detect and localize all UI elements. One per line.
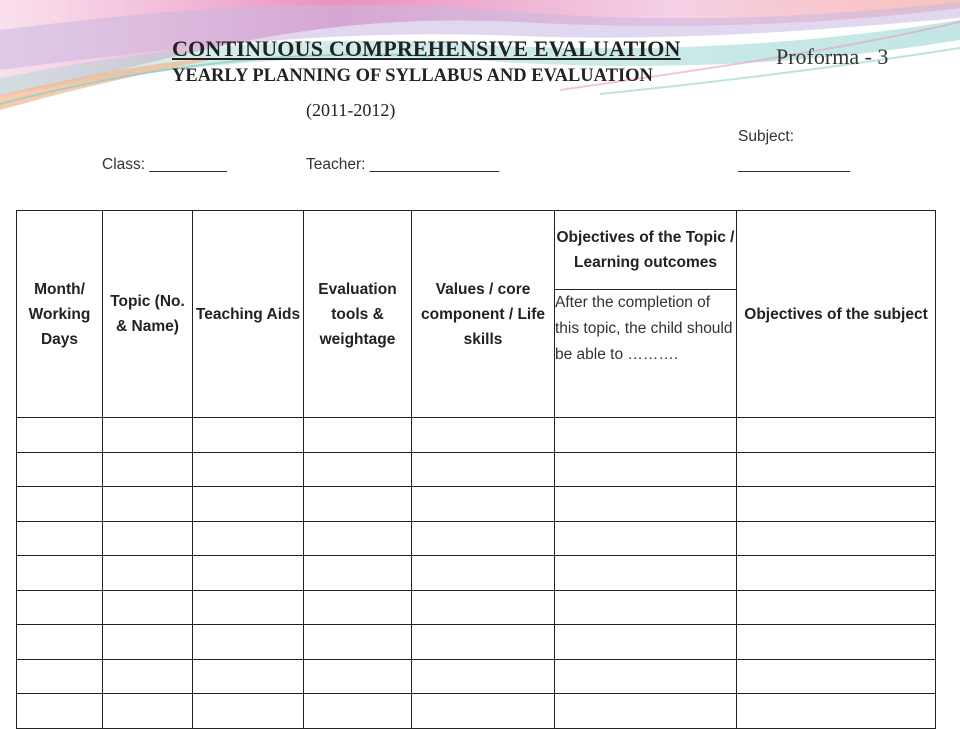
table-cell-objectives-subject [737, 590, 936, 625]
table-cell-aids [193, 625, 304, 660]
table-cell-aids [193, 590, 304, 625]
table-cell-values [412, 487, 555, 522]
table-cell-objectives-subject [737, 659, 936, 694]
table-cell-objectives-topic [555, 625, 737, 660]
table-row [17, 694, 936, 729]
table-cell-topic [103, 625, 193, 660]
table-row [17, 590, 936, 625]
table-cell-values [412, 452, 555, 487]
table-cell-topic [103, 521, 193, 556]
table-cell-aids [193, 521, 304, 556]
table-cell-month [17, 418, 103, 453]
table-body [17, 418, 936, 729]
table-cell-aids [193, 487, 304, 522]
table-cell-topic [103, 487, 193, 522]
subject-field: _____________ [738, 156, 851, 173]
table-row [17, 487, 936, 522]
table-cell-objectives-subject [737, 556, 936, 591]
table-cell-evaluation [304, 418, 412, 453]
table-cell-topic [103, 418, 193, 453]
table-cell-objectives-topic [555, 487, 737, 522]
table-row [17, 625, 936, 660]
table-cell-objectives-subject [737, 625, 936, 660]
table-cell-evaluation [304, 556, 412, 591]
subject-label: Subject: [738, 128, 795, 145]
table-cell-aids [193, 659, 304, 694]
table-cell-evaluation [304, 694, 412, 729]
table-cell-objectives-topic [555, 556, 737, 591]
page-subtitle: YEARLY PLANNING OF SYLLABUS AND EVALUATION [172, 66, 653, 86]
teacher-field: Teacher: _______________ [306, 156, 500, 173]
table-cell-values [412, 694, 555, 729]
table-cell-aids [193, 418, 304, 453]
table-cell-evaluation [304, 659, 412, 694]
table-cell-values [412, 418, 555, 453]
objectives-hint: After the completion of this topic, the child should be able to ………. [555, 290, 737, 418]
header-topic: Topic (No. & Name) [103, 211, 193, 418]
table-cell-evaluation [304, 487, 412, 522]
table-row [17, 452, 936, 487]
table-row [17, 659, 936, 694]
header-objectives-topic: Objectives of the Topic / Learning outcomes [555, 211, 737, 290]
header-evaluation: Evaluation tools & weightage [304, 211, 412, 418]
table-cell-month [17, 625, 103, 660]
header-objectives-subject: Objectives of the subject [737, 211, 936, 418]
table-cell-topic [103, 590, 193, 625]
table-cell-values [412, 521, 555, 556]
page-title: CONTINUOUS COMPREHENSIVE EVALUATION [172, 36, 681, 61]
table-cell-objectives-topic [555, 521, 737, 556]
proforma-label: Proforma - 3 [776, 44, 889, 69]
table-cell-values [412, 590, 555, 625]
table-cell-month [17, 452, 103, 487]
table-cell-topic [103, 659, 193, 694]
table-cell-month [17, 694, 103, 729]
header-teaching-aids: Teaching Aids [193, 211, 304, 418]
academic-year: (2011-2012) [306, 100, 396, 120]
table-cell-aids [193, 694, 304, 729]
planning-table [16, 210, 936, 729]
class-field: Class: _________ [102, 156, 227, 173]
table-cell-month [17, 590, 103, 625]
table-row [17, 556, 936, 591]
table-cell-objectives-subject [737, 452, 936, 487]
header-month: Month/ Working Days [17, 211, 103, 418]
table-cell-topic [103, 694, 193, 729]
table-cell-evaluation [304, 452, 412, 487]
table-cell-topic [103, 452, 193, 487]
table-cell-evaluation [304, 590, 412, 625]
table-cell-topic [103, 556, 193, 591]
table-cell-values [412, 659, 555, 694]
table-cell-month [17, 556, 103, 591]
table-cell-objectives-subject [737, 521, 936, 556]
table-row [17, 521, 936, 556]
table-cell-aids [193, 452, 304, 487]
table-cell-month [17, 521, 103, 556]
table-cell-objectives-topic [555, 418, 737, 453]
table-cell-aids [193, 556, 304, 591]
header-values: Values / core component / Life skills [412, 211, 555, 418]
table-cell-objectives-subject [737, 694, 936, 729]
table-cell-evaluation [304, 625, 412, 660]
table-cell-month [17, 659, 103, 694]
table-cell-objectives-subject [737, 418, 936, 453]
table-cell-objectives-topic [555, 694, 737, 729]
table-cell-objectives-topic [555, 590, 737, 625]
table-cell-month [17, 487, 103, 522]
table-cell-objectives-subject [737, 487, 936, 522]
table-cell-values [412, 625, 555, 660]
table-cell-values [412, 556, 555, 591]
table-cell-objectives-topic [555, 452, 737, 487]
table-row [17, 418, 936, 453]
table-cell-objectives-topic [555, 659, 737, 694]
table-cell-evaluation [304, 521, 412, 556]
